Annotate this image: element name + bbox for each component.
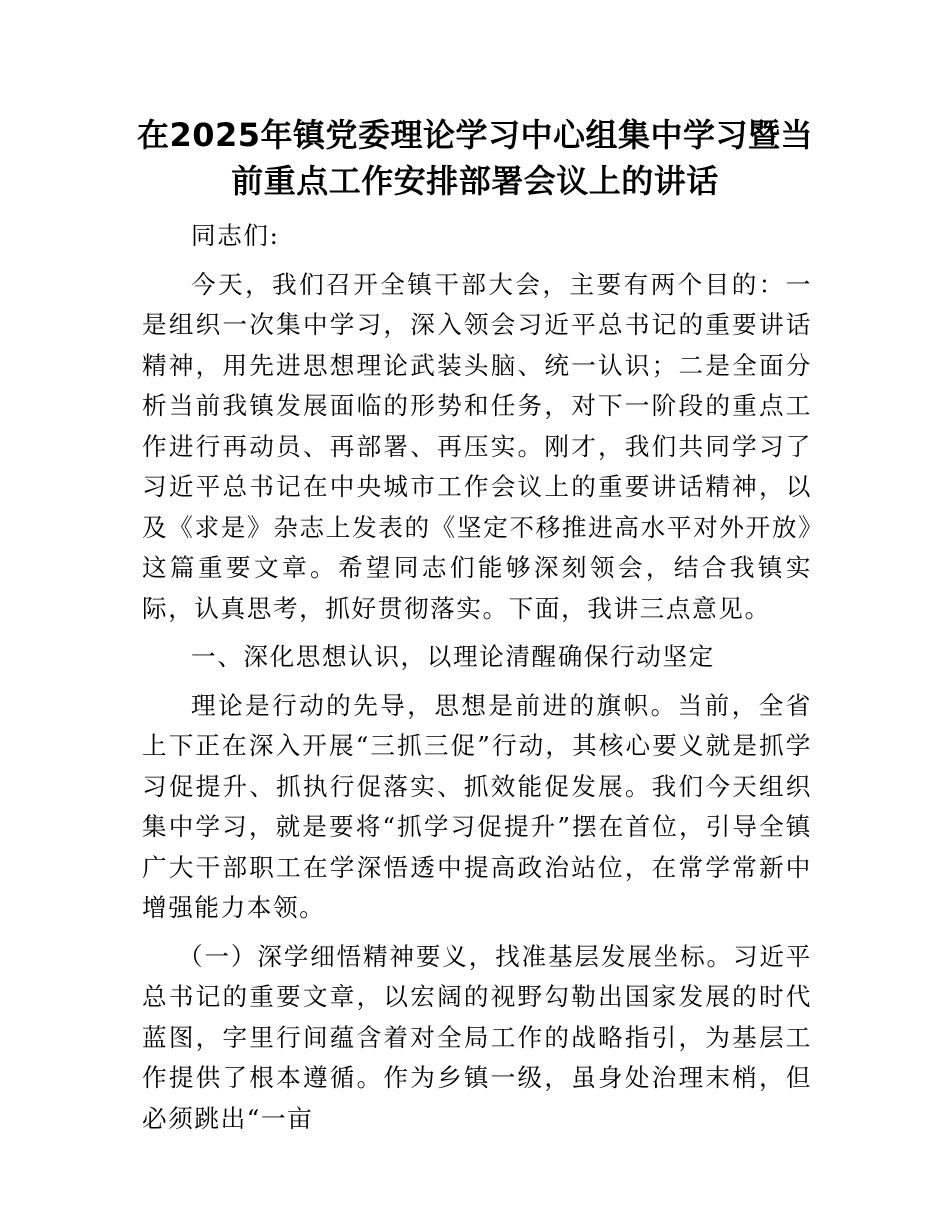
section-heading-1: 一、深化思想认识，以理论清醒确保行动坚定 xyxy=(191,642,715,671)
title-line-1: 在2025年镇党委理论学习中心组集中学习暨当 xyxy=(136,116,814,154)
subsection-1-paragraph: （一）深学细悟精神要义，找准基层发展坐标。习近平总书记的重要文章，以宏阔的视野勾勒出国家发展的时代蓝图，字里行间蕴含着对全局工作的战略指引，为基层工作提供了根本遵循。作为乡镇一级，虽身处治理末梢，但必须跳出“一亩 xyxy=(142,941,812,1133)
document-body xyxy=(142,216,812,1139)
section-1-paragraph: 理论是行动的先导，思想是前进的旗帜。当前，全省上下正在深入开展“三抓三促”行动，其核心要义就是抓学习促提升、抓执行促落实、抓效能促发展。我们今天组织集中学习，就是要将“抓学习促提升”摆在首位，引导全镇广大干部职工在学深悟透中提高政治站位，在常学常新中增强能力本领。 xyxy=(142,690,812,922)
document-title xyxy=(130,112,820,204)
title-line-2: 前重点工作安排部署会议上的讲话 xyxy=(231,162,719,200)
salutation: 同志们: xyxy=(191,221,280,250)
intro-paragraph: 今天，我们召开全镇干部大会，主要有两个目的：一是组织一次集中学习，深入领会习近平总书记的重要讲话精神，用先进思想理论武装头脑、统一认识；二是全面分析当前我镇发展面临的形势和任务，对下一阶段的重点工作进行再动员、再部署、再压实。刚才，我们共同学习了习近平总书记在中央城市工作会议上的重要讲话精神，以及《求是》杂志上发表的《坚定不移推进高水平对外开放》这篇重要文章。希望同志们能够深刻领会，结合我镇实际，认真思考，抓好贯彻落实。下面，我讲三点意见。 xyxy=(142,269,812,623)
